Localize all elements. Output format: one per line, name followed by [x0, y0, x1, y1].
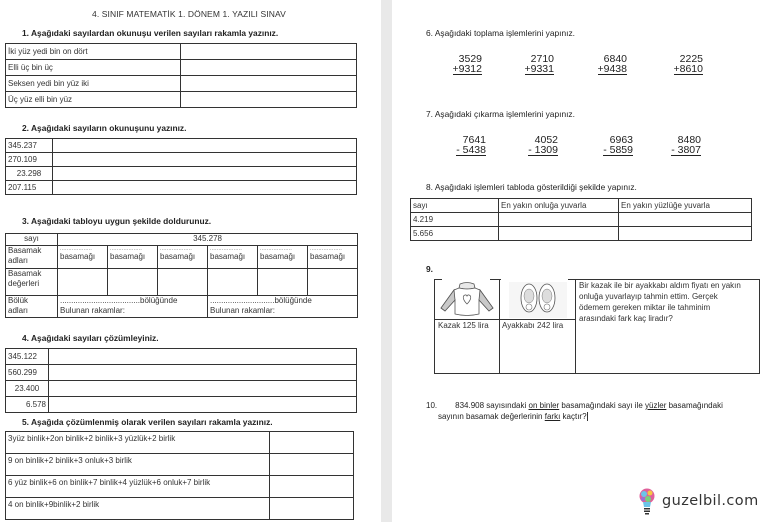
question-2-prompt: 2. Aşağıdaki sayıların okunuşunu yazınız.: [22, 123, 187, 133]
basamak-adlari-label: Basamak adları: [6, 246, 58, 269]
answer-cell[interactable]: [270, 476, 354, 498]
question-4-prompt: 4. Aşağıdaki sayıları çözümleyiniz.: [22, 333, 159, 343]
answer-cell[interactable]: [499, 213, 619, 227]
question-9-box: [434, 279, 760, 374]
answer-cell[interactable]: [619, 213, 752, 227]
answer-cell[interactable]: [181, 76, 357, 92]
question-5-prompt: 5. Aşağıda çözümlenmiş olarak verilen sayıları rakamla yazınız.: [22, 417, 273, 427]
header-sayi: sayı: [411, 199, 499, 213]
sweater-price-label: Kazak 125 lira: [438, 321, 489, 330]
table-row: [411, 227, 752, 241]
header-round-hundreds: En yakın yüzlüğe yuvarla: [619, 199, 752, 213]
header-round-tens: En yakın onluğa yuvarla: [499, 199, 619, 213]
reading-cell: Elli üç bin üç: [6, 60, 181, 76]
question-1-table: [5, 43, 357, 108]
table-row: [6, 349, 357, 365]
digit-name-cell[interactable]: ................... basamağı: [258, 246, 308, 269]
subtraction-problem: 4052 - 1309: [528, 134, 558, 156]
number-cell: 560.299: [6, 365, 49, 381]
table-row: [6, 44, 357, 60]
digit-name-cell[interactable]: ................... basamağı: [108, 246, 158, 269]
answer-cell[interactable]: [181, 60, 357, 76]
table-row: [6, 234, 358, 246]
subtraction-problem: 7641 - 5438: [456, 134, 486, 156]
answer-cell[interactable]: [270, 432, 354, 454]
table-row: [411, 199, 752, 213]
reading-cell: İki yüz yedi bin on dört: [6, 44, 181, 60]
boluk-cell-left[interactable]: ....................................bölüğünde Bulunan rakamlar:: [58, 296, 208, 318]
number-cell: 23.298: [6, 167, 53, 181]
answer-cell[interactable]: [270, 454, 354, 476]
table-row: [6, 167, 357, 181]
digit-value-cell[interactable]: [58, 269, 108, 296]
question-5-table: [5, 431, 354, 520]
table-row: [6, 397, 357, 413]
question-2-table: [5, 138, 357, 195]
answer-cell[interactable]: [181, 44, 357, 60]
expanded-form-cell: 3yüz binlik+2on binlik+2 binlik+3 yüzlük+2 birlik: [6, 432, 270, 454]
digit-name-cell[interactable]: ................... basamağı: [158, 246, 208, 269]
question-9-text: Bir kazak ile bir ayakkabı aldım fiyatı en yakın onluğa yuvarlayıp tahmin ettim. Gerçek ödemem gereken miktar ile tahminim arasındaki fark kaç liradır?: [579, 281, 741, 323]
sweater-icon: [438, 280, 496, 318]
table-row: [6, 181, 357, 195]
answer-cell[interactable]: [619, 227, 752, 241]
question-10-line-2: sayının basamak değerlerinin farkı kaçtır?: [438, 412, 587, 421]
number-cell: 207.115: [6, 181, 53, 195]
question-7-prompt: 7. Aşağıdaki çıkarma işlemlerini yapınız.: [426, 109, 575, 119]
table-row: [6, 476, 354, 498]
subtraction-problem: 6963 - 5859: [603, 134, 633, 156]
answer-cell[interactable]: [49, 397, 357, 413]
table-row: [6, 60, 357, 76]
expanded-form-cell: 9 on binlik+2 binlik+3 onluk+3 birlik: [6, 454, 270, 476]
table-row: [411, 213, 752, 227]
question-1-prompt: 1. Aşağıdaki sayılardan okunuşu verilen sayıları rakamla yazınız.: [22, 28, 279, 38]
table-row: [6, 139, 357, 153]
boluk-adlari-label: Bölük adları: [6, 296, 58, 318]
number-cell: 4.219: [411, 213, 499, 227]
question-6-prompt: 6. Aşağıdaki toplama işlemlerini yapınız.: [426, 28, 575, 38]
table-row: [6, 365, 357, 381]
question-4-table: [5, 348, 357, 413]
digit-name-cell[interactable]: ................... basamağı: [208, 246, 258, 269]
question-9-number: 9.: [426, 264, 433, 274]
reading-cell: Üç yüz elli bin yüz: [6, 92, 181, 108]
answer-cell[interactable]: [53, 139, 357, 153]
exam-title: 4. SINIF MATEMATİK 1. DÖNEM 1. YAZILI SINAV: [92, 9, 286, 19]
digit-value-cell[interactable]: [308, 269, 358, 296]
table-row: [6, 92, 357, 108]
reading-cell: Seksen yedi bin yüz iki: [6, 76, 181, 92]
expanded-form-cell: 4 on binlik+9binlik+2 birlik: [6, 498, 270, 520]
shoes-price-label: Ayakkabı 242 lira: [502, 321, 564, 330]
sayi-label: sayı: [6, 234, 58, 246]
answer-cell[interactable]: [270, 498, 354, 520]
subtraction-problem: 8480 - 3807: [671, 134, 701, 156]
watermark-text: guzelbil.com: [662, 493, 759, 509]
number-cell: 23.400: [6, 381, 49, 397]
number-cell: 5.656: [411, 227, 499, 241]
table-row: [6, 432, 354, 454]
question-10-line-1: 10. 834.908 sayısındaki on binler basamağındaki sayı ile yüzler basamağındaki: [426, 401, 723, 410]
boluk-cell-right[interactable]: .............................bölüğünde Bulunan rakamlar:: [208, 296, 358, 318]
answer-cell[interactable]: [49, 349, 357, 365]
given-number: 345.278: [58, 234, 358, 246]
question-3-prompt: 3. Aşağıdaki tabloyu uygun şekilde doldurunuz.: [22, 216, 212, 226]
answer-cell[interactable]: [53, 153, 357, 167]
digit-name-cell[interactable]: ................... basamağı: [58, 246, 108, 269]
addition-problem: 2225 +8610: [673, 53, 703, 75]
table-row: [6, 498, 354, 520]
addition-problem: 3529 +9312: [452, 53, 482, 75]
digit-value-cell[interactable]: [158, 269, 208, 296]
table-row: [6, 454, 354, 476]
exam-page-left: [0, 0, 381, 522]
table-row: [6, 381, 357, 397]
place-value-table: [5, 233, 358, 318]
number-cell: 270.109: [6, 153, 53, 167]
basamak-degerleri-label: Basamak değerleri: [6, 269, 58, 296]
addition-problem: 6840 +9438: [597, 53, 627, 75]
table-row: [6, 296, 358, 318]
answer-cell[interactable]: [53, 167, 357, 181]
expanded-form-cell: 6 yüz binlik+6 on binlik+7 binlik+4 yüzlük+6 onluk+7 birlik: [6, 476, 270, 498]
digit-value-cell[interactable]: [108, 269, 158, 296]
number-cell: 345.237: [6, 139, 53, 153]
table-row: [6, 76, 357, 92]
rounding-table: [410, 198, 752, 241]
exam-page-right: [392, 0, 768, 522]
number-cell: 6.578: [6, 397, 49, 413]
lightbulb-icon: [639, 488, 655, 516]
addition-problem: 2710 +9331: [524, 53, 554, 75]
number-cell: 345.122: [6, 349, 49, 365]
digit-value-cell[interactable]: [208, 269, 258, 296]
question-8-prompt: 8. Aşağıdaki işlemleri tabloda gösterildiği şekilde yapınız.: [426, 182, 637, 192]
answer-cell[interactable]: [181, 92, 357, 108]
table-row: [6, 153, 357, 167]
table-row: [6, 269, 358, 296]
digit-value-cell[interactable]: [258, 269, 308, 296]
answer-cell[interactable]: [49, 381, 357, 397]
answer-cell[interactable]: [53, 181, 357, 195]
answer-cell[interactable]: [49, 365, 357, 381]
table-row: [6, 246, 358, 269]
digit-name-cell[interactable]: ................... basamağı: [308, 246, 358, 269]
shoes-icon: [509, 282, 567, 318]
answer-cell[interactable]: [499, 227, 619, 241]
text-cursor: [587, 412, 588, 421]
